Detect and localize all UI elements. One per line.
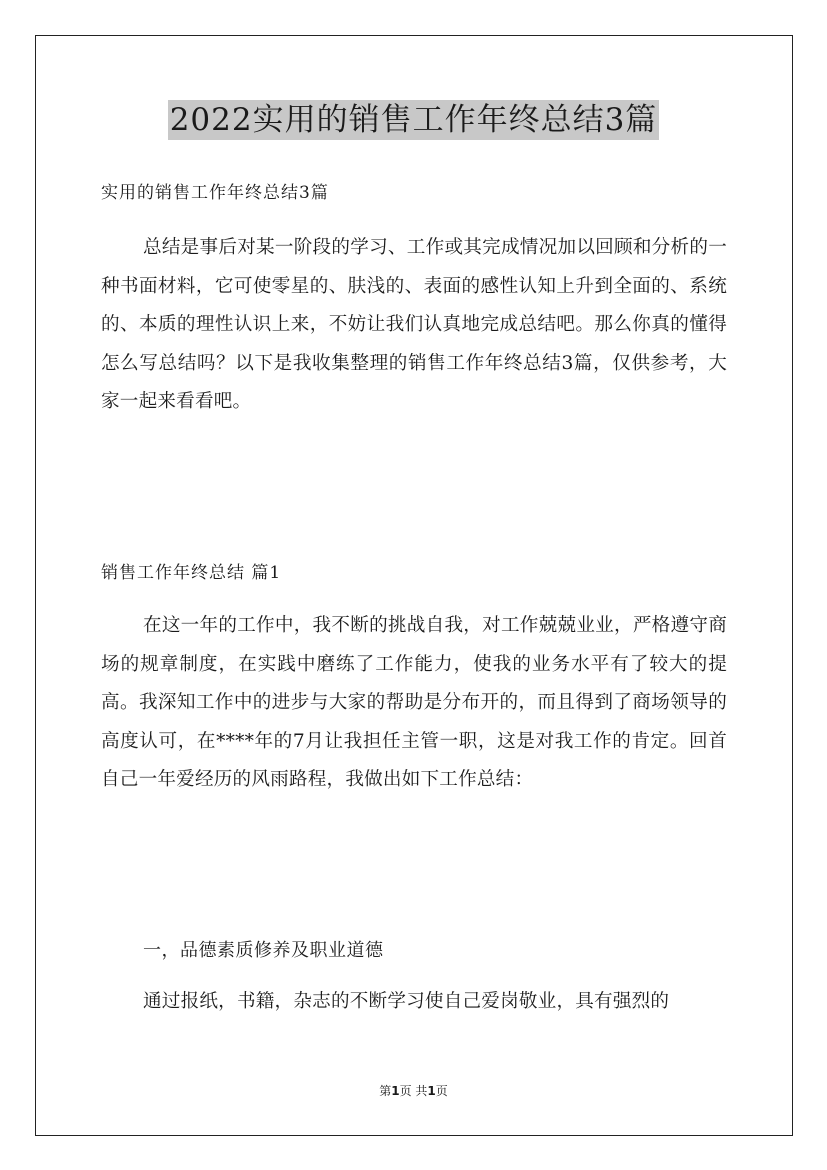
- section-paragraph: 在这一年的工作中，我不断的挑战自我，对工作兢兢业业，严格遵守商场的规章制度，在实践中磨练了工作能力，使我的业务水平有了较大的提高。我深知工作中的进步与大家的帮助是分布开的，而且得到了商场领导的高度认可，在****年的7月让我担任主管一职，这是对我工作的肯定。回首自己一年爱经历的风雨路程，我做出如下工作总结：: [101, 615, 727, 791]
- sub-heading: 一，品德素质修养及职业道德: [143, 940, 384, 961]
- section-heading: 销售工作年终总结 篇1: [101, 563, 282, 583]
- intro-paragraph: 总结是事后对某一阶段的学习、工作或其完成情况加以回顾和分析的一种书面材料，它可使零星的、肤浅的、表面的感性认知上升到全面的、系统的、本质的理性认识上来，不妨让我们认真地完成总结吧。那么你真的懂得怎么写总结吗？以下是我收集整理的销售工作年终总结3篇，仅供参考，大家一起来看看吧。: [101, 237, 727, 413]
- document-title: 2022实用的销售工作年终总结3篇: [169, 102, 658, 138]
- footer-current-page: 1: [391, 1084, 400, 1098]
- sub-paragraph: 通过报纸，书籍，杂志的不断学习使自己爱岗敬业，具有强烈的: [143, 991, 670, 1012]
- footer-total-pages: 1: [427, 1084, 436, 1098]
- document-subtitle: 实用的销售工作年终总结3篇: [101, 183, 329, 203]
- title-container: [0, 100, 827, 140]
- footer-prefix: 第: [379, 1084, 392, 1098]
- footer-mid: 页 共: [399, 1084, 428, 1098]
- page-footer: [0, 1083, 827, 1099]
- footer-suffix: 页: [435, 1084, 448, 1098]
